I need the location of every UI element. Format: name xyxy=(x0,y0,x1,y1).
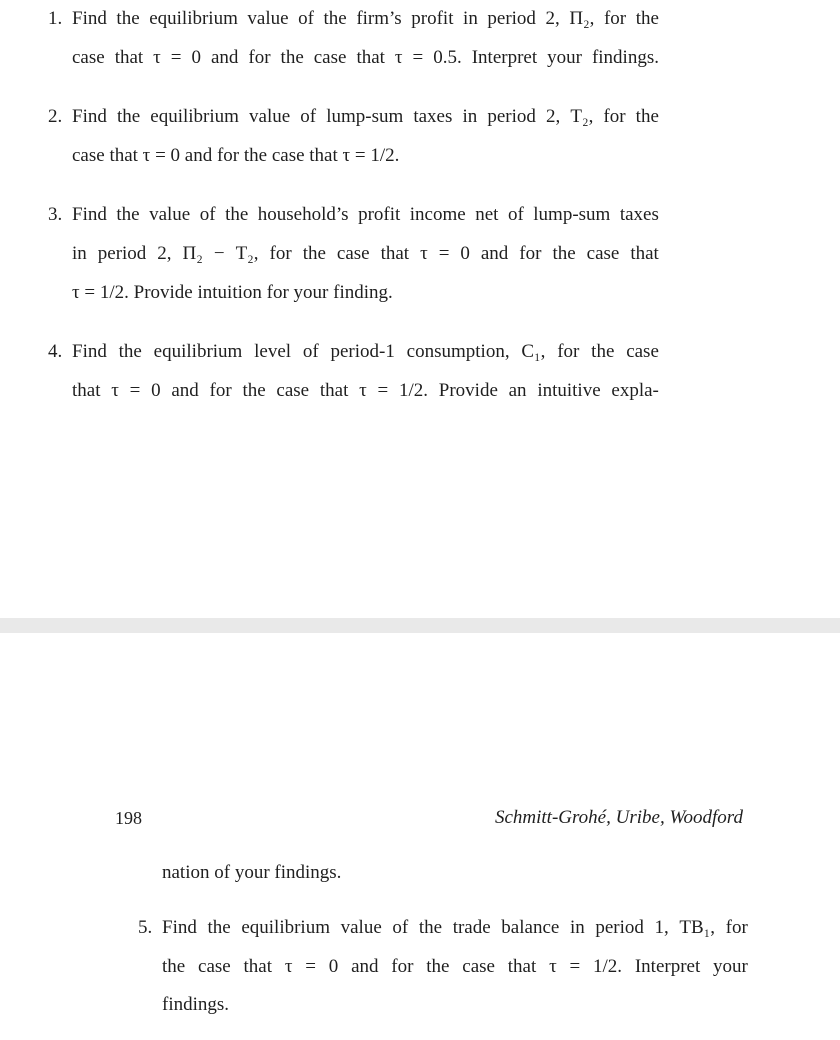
word: net xyxy=(475,204,499,225)
word: the xyxy=(635,106,659,127)
word: 0.5. xyxy=(433,47,462,68)
word: trade xyxy=(452,917,491,938)
word: of xyxy=(199,204,216,225)
word: 0 xyxy=(191,47,201,68)
word: the xyxy=(323,8,347,29)
word: and xyxy=(210,47,239,68)
word: Interpret xyxy=(471,47,538,68)
word: case xyxy=(336,243,370,264)
word: = xyxy=(377,380,389,401)
word: Provide xyxy=(438,380,498,401)
word: 2, xyxy=(157,243,172,264)
word: Find xyxy=(72,8,107,29)
word: Find xyxy=(72,204,107,225)
word: = xyxy=(129,380,141,401)
item-5-line-2 xyxy=(162,955,748,979)
item-4-line-1 xyxy=(72,340,659,364)
word: that xyxy=(114,47,144,68)
word: for xyxy=(391,956,414,977)
word: case xyxy=(276,380,310,401)
page-separator xyxy=(0,618,840,633)
word: the xyxy=(116,106,141,127)
word: for xyxy=(209,380,232,401)
word: in xyxy=(569,917,585,938)
word: the xyxy=(280,47,304,68)
item-3-line-3: τ = 1/2. Provide intuition for your finding. xyxy=(72,282,393,303)
word: case xyxy=(626,341,659,362)
word: 2, xyxy=(545,8,560,29)
item-5-line-1 xyxy=(162,916,748,940)
word: in xyxy=(463,8,478,29)
word: for xyxy=(519,243,542,264)
word: Find xyxy=(162,917,197,938)
word: T₂, xyxy=(570,106,594,127)
word: = xyxy=(438,243,450,264)
word: for xyxy=(248,47,271,68)
word: 1/2. xyxy=(398,380,429,401)
word: τ xyxy=(284,956,293,977)
item-1-number: 1. xyxy=(48,8,63,29)
word: and xyxy=(351,956,379,977)
item-2-line-2: case that τ = 0 and for the case that τ = 1/2. xyxy=(72,145,400,166)
word: that xyxy=(243,956,273,977)
word: for xyxy=(603,8,627,29)
item-4-line-2 xyxy=(72,379,659,403)
word: 0 xyxy=(328,956,339,977)
word: that xyxy=(319,380,349,401)
word: expla- xyxy=(611,380,659,401)
item-3-line-2 xyxy=(72,242,659,266)
running-head: Schmitt-Grohé, Uribe, Woodford xyxy=(494,807,743,828)
word: 2, xyxy=(546,106,561,127)
word: the xyxy=(162,956,186,977)
word: 1, xyxy=(654,917,669,938)
word: T₂, xyxy=(235,243,259,264)
item-5-number: 5. xyxy=(138,917,153,938)
item-2-line-1 xyxy=(72,105,659,129)
word: of xyxy=(300,106,317,127)
word: that xyxy=(72,380,101,401)
item-3-number: 3. xyxy=(48,204,63,225)
word: consumption, xyxy=(406,341,510,362)
word: and xyxy=(480,243,509,264)
word: for xyxy=(269,243,292,264)
word: 0 xyxy=(460,243,470,264)
word: τ xyxy=(359,380,367,401)
word: lump-sum xyxy=(533,204,611,225)
word: equilibrium xyxy=(241,917,330,938)
word: τ xyxy=(420,243,428,264)
word: the xyxy=(116,204,140,225)
item-5-line-3: findings. xyxy=(162,994,230,1015)
word: for xyxy=(725,917,748,938)
word: level xyxy=(254,341,292,362)
word: τ xyxy=(153,47,161,68)
word: of xyxy=(298,8,314,29)
word: equilibrium xyxy=(153,341,243,362)
word: profit xyxy=(411,8,454,29)
word: = xyxy=(569,956,581,977)
word: profit xyxy=(358,204,401,225)
word: τ xyxy=(394,47,403,68)
word: equilibrium xyxy=(150,106,239,127)
page-number: 198 xyxy=(115,808,142,828)
word: that xyxy=(380,243,410,264)
word: income xyxy=(409,204,466,225)
word: value xyxy=(149,204,191,225)
word: = xyxy=(305,956,316,977)
word: the xyxy=(635,8,659,29)
word: household’s xyxy=(257,204,349,225)
word: TB₁, xyxy=(679,917,716,938)
word: the xyxy=(242,380,266,401)
word: of xyxy=(392,917,409,938)
word: in xyxy=(462,106,478,127)
word: Π₂ xyxy=(182,243,203,264)
word: value xyxy=(340,917,382,938)
word: period xyxy=(487,106,536,127)
word: for xyxy=(557,341,580,362)
word: of xyxy=(302,341,319,362)
word: Interpret xyxy=(634,956,701,977)
word: period xyxy=(97,243,147,264)
word: intuitive xyxy=(537,380,601,401)
word: case xyxy=(72,47,105,68)
word: your xyxy=(713,956,748,977)
word: of xyxy=(507,204,524,225)
word: value xyxy=(247,8,289,29)
word: case xyxy=(462,956,495,977)
word: period xyxy=(487,8,536,29)
word: your xyxy=(547,47,582,68)
item-1-line-2 xyxy=(72,46,659,70)
word: the xyxy=(418,917,443,938)
word: the xyxy=(552,243,576,264)
continuation-text: nation of your findings. xyxy=(162,862,342,883)
word: balance xyxy=(501,917,560,938)
word: that xyxy=(630,243,659,264)
word: τ xyxy=(549,956,557,977)
word: firm’s xyxy=(356,8,402,29)
item-3-line-1 xyxy=(72,203,659,227)
word: the xyxy=(225,204,249,225)
word: Find xyxy=(72,106,107,127)
word: the xyxy=(302,243,326,264)
word: lump-sum xyxy=(326,106,404,127)
item-1-line-1 xyxy=(72,7,659,31)
word: value xyxy=(249,106,291,127)
word: period xyxy=(595,917,644,938)
word: that xyxy=(507,956,537,977)
word: an xyxy=(508,380,527,401)
word: period-1 xyxy=(330,341,395,362)
word: taxes xyxy=(413,106,453,127)
word: 0 xyxy=(151,380,161,401)
word: case xyxy=(586,243,620,264)
word: Π₂, xyxy=(569,8,595,29)
word: findings. xyxy=(591,47,659,68)
word: the xyxy=(426,956,450,977)
word: case xyxy=(198,956,231,977)
word: that xyxy=(356,47,385,68)
word: case xyxy=(313,47,347,68)
word: the xyxy=(591,341,615,362)
word: equilibrium xyxy=(149,8,238,29)
word: C₁, xyxy=(521,341,546,362)
word: τ xyxy=(111,380,119,401)
word: and xyxy=(171,380,199,401)
word: = xyxy=(170,47,182,68)
word: for xyxy=(603,106,626,127)
word: taxes xyxy=(619,204,659,225)
word: in xyxy=(72,243,87,264)
word: Find xyxy=(72,341,107,362)
word: 1/2. xyxy=(593,956,623,977)
item-2-number: 2. xyxy=(48,106,63,127)
item-4-number: 4. xyxy=(48,341,63,362)
word: = xyxy=(412,47,424,68)
word: the xyxy=(116,8,140,29)
word: the xyxy=(118,341,142,362)
word: the xyxy=(207,917,231,938)
word: − xyxy=(213,243,225,264)
